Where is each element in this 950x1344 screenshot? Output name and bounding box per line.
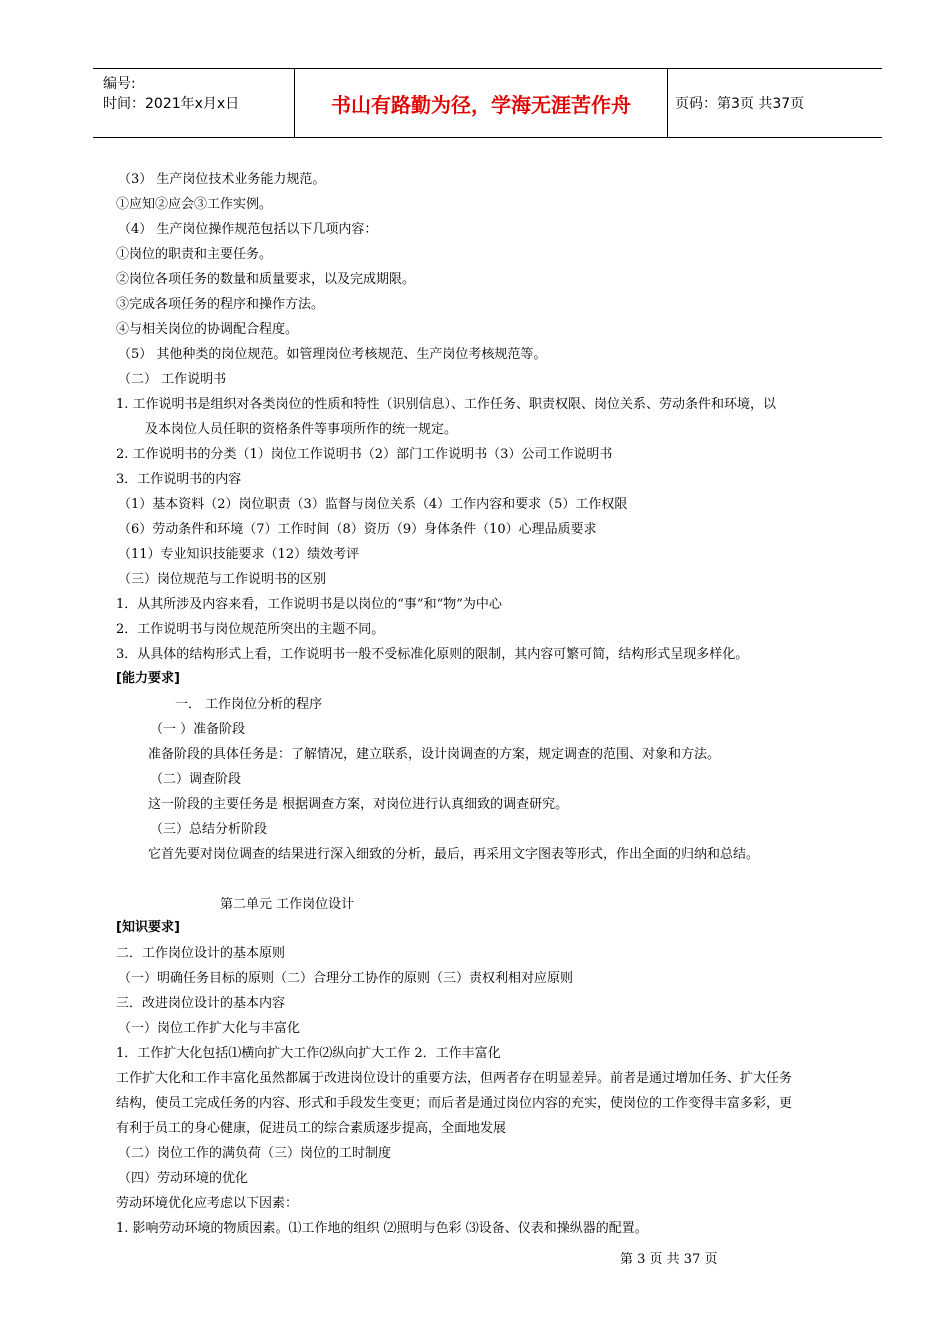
text-line: 工作扩大化和工作丰富化虽然都属于改进岗位设计的重要方法，但两者存在明显差异。前者是通过增加任务、扩大任务 (116, 1071, 793, 1086)
text-line: 1．从其所涉及内容来看，工作说明书是以岗位的“事”和“物”为中心 (116, 597, 502, 612)
text-line: 3．工作说明书的内容 (116, 472, 242, 487)
text-line: 劳动环境优化应考虑以下因素： (116, 1196, 299, 1211)
text-line: 2. 工作说明书的分类（1）岗位工作说明书（2）部门工作说明书（3）公司工作说明书 (116, 447, 613, 462)
text-line: 1. 工作说明书是组织对各类岗位的性质和特性（识别信息）、工作任务、职责权限、岗位关系、劳动条件和环境，以 (116, 397, 777, 412)
text-line: ③完成各项任务的程序和操作方法。 (116, 297, 325, 312)
text-line: （5） 其他种类的岗位规范。如管理岗位考核规范、生产岗位考核规范等。 (118, 347, 547, 362)
page-header (93, 68, 882, 138)
text-line: 结构，使员工完成任务的内容、形式和手段发生变更；而后者是通过岗位内容的充实，使岗位的工作变得丰富多彩，更 (116, 1096, 793, 1111)
section-heading: （三）岗位规范与工作说明书的区别 (118, 572, 327, 587)
text-line: （二）岗位工作的满负荷（三）岗位的工时制度 (118, 1146, 392, 1161)
text-line: 一． 工作岗位分析的程序 (175, 697, 323, 712)
text-line: 这一阶段的主要任务是 根据调查方案，对岗位进行认真细致的调查研究。 (148, 797, 569, 812)
text-line: ②岗位各项任务的数量和质量要求，以及完成期限。 (116, 272, 416, 287)
text-line: （一 ）准备阶段 (150, 722, 246, 737)
text-line: 准备阶段的具体任务是：了解情况，建立联系，设计岗调查的方案，规定调查的范围、对象和方法。 (148, 747, 721, 762)
text-line: ①岗位的职责和主要任务。 (116, 247, 273, 262)
text-line: （4） 生产岗位操作规范包括以下几项内容： (118, 222, 378, 237)
text-line: 3．从具体的结构形式上看，工作说明书一般不受标准化原则的限制，其内容可繁可简，结构形式呈现多样化。 (116, 647, 749, 662)
page-footer: 第 3 页 共 37 页 (620, 1252, 718, 1267)
text-line: （3） 生产岗位技术业务能力规范。 (118, 172, 326, 187)
section-tag: [知识要求] (116, 920, 180, 935)
motto: 书山有路勤为径，学海无涯苦作舟 (295, 69, 668, 137)
text-line: （三）总结分析阶段 (150, 822, 268, 837)
text-line: 二．工作岗位设计的基本原则 (116, 946, 286, 961)
page-number-label: 页码：第3页 共37页 (675, 96, 805, 112)
number-label: 编号: (103, 76, 136, 92)
text-line: （6）劳动条件和环境（7）工作时间（8）资历（9）身体条件（10）心理品质要求 (118, 522, 597, 537)
text-line: （二）调查阶段 (150, 772, 242, 787)
text-line: 2．工作说明书与岗位规范所突出的主题不同。 (116, 622, 385, 637)
text-line: 有利于员工的身心健康，促进员工的综合素质逐步提高，全面地发展 (116, 1121, 507, 1136)
text-line: ①应知②应会③工作实例。 (116, 197, 273, 212)
text-line: （11）专业知识技能要求（12）绩效考评 (118, 547, 360, 562)
text-line: （1）基本资料（2）岗位职责（3）监督与岗位关系（4）工作内容和要求（5）工作权限 (118, 497, 628, 512)
unit-title: 第二单元 工作岗位设计 (220, 897, 355, 912)
text-line: （四）劳动环境的优化 (118, 1171, 249, 1186)
text-line: （一）岗位工作扩大化与丰富化 (118, 1021, 301, 1036)
text-line: （一）明确任务目标的原则（二）合理分工协作的原则（三）责权利相对应原则 (118, 971, 574, 986)
text-line: 它首先要对岗位调查的结果进行深入细致的分析，最后，再采用文字图表等形式，作出全面的归纳和总结。 (148, 847, 760, 862)
text-line: 1. 影响劳动环境的物质因素。⑴工作地的组织 ⑵照明与色彩 ⑶设备、仪表和操纵器的配置。 (116, 1221, 648, 1236)
text-line: ④与相关岗位的协调配合程度。 (116, 322, 299, 337)
header-meta-cell (93, 69, 295, 137)
section-heading: （二） 工作说明书 (118, 372, 227, 387)
text-line: 及本岗位人员任职的资格条件等事项所作的统一规定。 (145, 422, 458, 437)
text-line: 1．工作扩大化包括⑴横向扩大工作⑵纵向扩大工作 2．工作丰富化 (116, 1046, 501, 1061)
section-tag: [能力要求] (116, 671, 180, 686)
text-line: 三．改进岗位设计的基本内容 (116, 996, 286, 1011)
time-label: 时间：2021年x月x日 (103, 96, 240, 112)
